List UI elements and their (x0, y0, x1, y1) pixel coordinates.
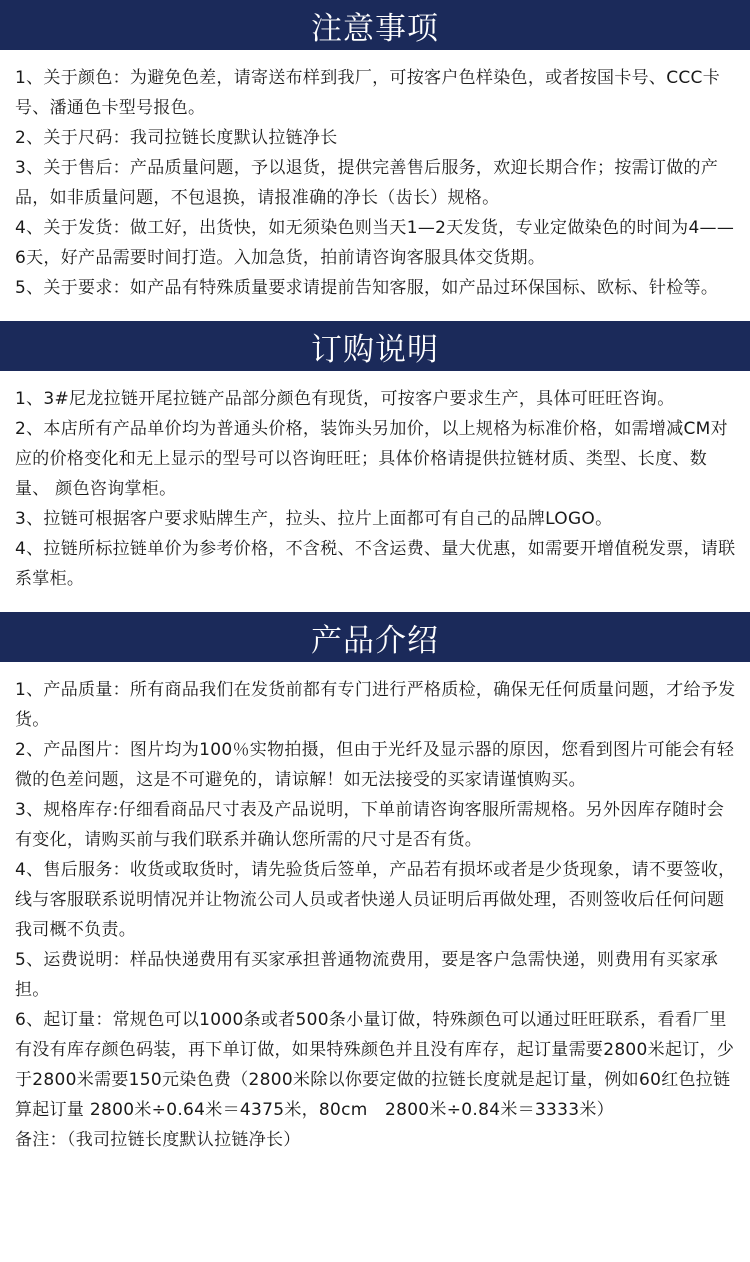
product-item-2: 2、产品图片：图片均为100％实物拍摄，但由于光纤及显示器的原因，您看到图片可能会有轻微的色差问题，这是不可避免的，请谅解！如无法接受的买家请谨慎购买。 (15, 740, 735, 790)
product-item-6: 6、起订量：常规色可以1000条或者500条小量订做，特殊颜色可以通过旺旺联系，看看厂里有没有库存颜色码装，再下单订做，如果特殊颜色并且没有库存，起订量需要2800米起订，少于2800米需要150元染色费（2800米除以你要定做的拉链长度就是起订量，例如60红色拉链算起订量 2800米÷0.64米＝4375米，80cm 2800米÷0.84米＝3333米） (15, 1010, 735, 1120)
notice-section (0, 0, 750, 321)
product-body (0, 662, 750, 1155)
order-item-1: 1、3#尼龙拉链开尾拉链产品部分颜色有现货，可按客户要求生产，具体可旺旺咨询。 (15, 389, 675, 409)
order-body (0, 371, 750, 594)
section-title-order: 订购说明 (0, 321, 750, 371)
product-item-3: 3、规格库存:仔细看商品尺寸表及产品说明，下单前请咨询客服所需规格。另外因库存随时会有变化，请购买前与我们联系并确认您所需的尺寸是否有货。 (15, 800, 725, 850)
section-title-product: 产品介绍 (0, 612, 750, 662)
order-item-2: 2、本店所有产品单价均为普通头价格，装饰头另加价，以上规格为标准价格，如需增减CM对应的价格变化和无上显示的型号可以咨询旺旺；具体价格请提供拉链材质、类型、长度、数量、 颜色咨询掌柜。 (15, 419, 728, 499)
notice-item-4: 4、关于发货：做工好，出货快，如无须染色则当天1—2天发货，专业定做染色的时间为4——6天，好产品需要时间打造。入加急货，拍前请咨询客服具体交货期。 (15, 218, 735, 268)
product-item-1: 1、产品质量：所有商品我们在发货前都有专门进行严格质检，确保无任何质量问题，才给予发货。 (15, 680, 736, 730)
product-item-5: 5、运费说明：样品快递费用有买家承担普通物流费用，要是客户急需快递，则费用有买家承担。 (15, 950, 719, 1000)
notice-item-2: 2、关于尺码：我司拉链长度默认拉链净长 (15, 128, 338, 148)
product-section (0, 612, 750, 1155)
section-title-notice: 注意事项 (0, 0, 750, 50)
notice-item-1: 1、关于颜色：为避免色差，请寄送布样到我厂，可按客户色样染色，或者按国卡号、CCC卡号、潘通色卡型号报色。 (15, 68, 721, 118)
notice-item-5: 5、关于要求：如产品有特殊质量要求请提前告知客服，如产品过环保国标、欧标、针检等。 (15, 278, 719, 298)
product-item-4: 4、售后服务：收货或取货时，请先验货后签单，产品若有损坏或者是少货现象，请不要签收，线与客服联系说明情况并让物流公司人员或者快递人员证明后再做处理，否则签收后任何问题我司概不负责。 (15, 860, 736, 940)
product-note: 备注：（我司拉链长度默认拉链净长） (15, 1130, 301, 1150)
order-item-3: 3、拉链可根据客户要求贴牌生产，拉头、拉片上面都可有自己的品牌LOGO。 (15, 509, 613, 529)
notice-body (0, 50, 750, 303)
order-section (0, 321, 750, 612)
order-item-4: 4、拉链所标拉链单价为参考价格，不含税、不含运费、量大优惠，如需要开增值税发票，请联系掌柜。 (15, 539, 736, 589)
notice-item-3: 3、关于售后：产品质量问题，予以退货，提供完善售后服务，欢迎长期合作；按需订做的产品，如非质量问题，不包退换，请报准确的净长（齿长）规格。 (15, 158, 719, 208)
